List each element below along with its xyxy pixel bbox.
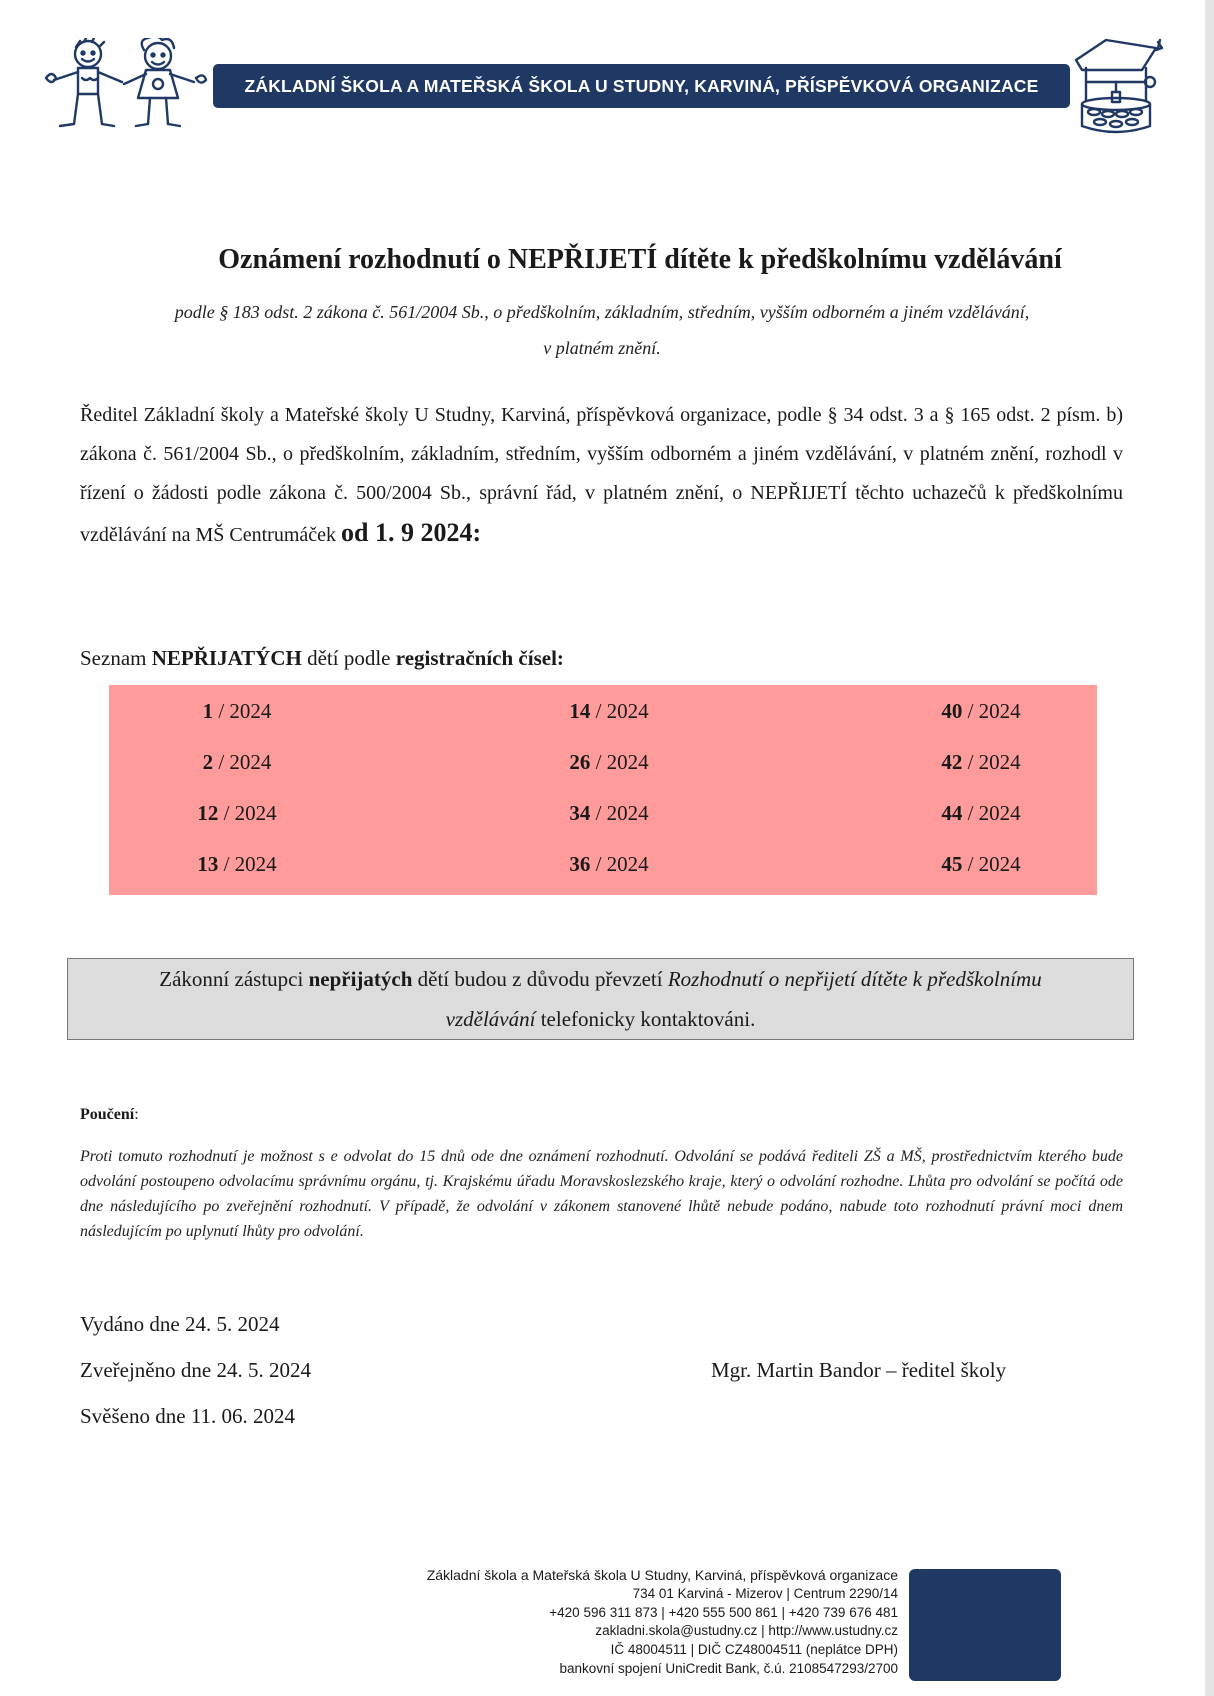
director-signature: Mgr. Martin Bandor – ředitel školy [711, 1358, 1007, 1382]
school-name: ZÁKLADNÍ ŠKOLA A MATEŘSKÁ ŠKOLA U STUDNY, KARVINÁ, PŘÍSPĚVKOVÁ ORGANIZACE [244, 75, 1039, 96]
list-heading [80, 646, 564, 671]
footer-line: +420 596 311 873 | +420 555 500 861 | +420 739 676 481 [549, 1604, 898, 1620]
subtitle-line-1: podle § 183 odst. 2 zákona č. 561/2004 Sb., o předškolním, základním, středním, vyšším odborném a jiném vzdělávání, [174, 302, 1030, 322]
notice-line-1: Zákonní zástupci nepřijatých dětí budou z důvodu převzetí Rozhodnutí o nepřijetí dítěte k předškolnímu [159, 967, 1042, 991]
decision-paragraph [80, 396, 1123, 555]
registration-number: 42 / 2024 [941, 750, 1021, 774]
instructions-text: Proti tomuto rozhodnutí je možnost s e odvolat do 15 dnů ode dne oznámení rozhodnutí. Odvolání se podává řediteli ZŠ a MŠ, prostřednictvím kterého bude odvolání postoupeno odvolacímu správnímu orgánu, tj. Krajskému úřadu Moravskoslezského kraje, který o odvolání rozhodne. Lhůta pro odvolání se počítá ode dne následujícího po zveřejnění rozhodnutí. V případě, že odvolání v zákonem stanovené lhůtě nebude podáno, nabude toto rozhodnutí právní moci dnem následujícím po uplynutí lhůty pro odvolání. [80, 1148, 1123, 1240]
registration-number: 36 / 2024 [569, 852, 649, 876]
registration-number: 44 / 2024 [941, 801, 1021, 825]
registration-number: 12 / 2024 [197, 801, 277, 825]
notice-line-2: vzdělávání telefonicky kontaktováni. [445, 1007, 756, 1031]
registration-number: 14 / 2024 [569, 699, 649, 723]
footer-line: Základní škola a Mateřská škola U Studny, Karviná, příspěvková organizace [426, 1567, 898, 1583]
registration-number: 45 / 2024 [941, 852, 1021, 876]
registration-number: 2 / 2024 [202, 750, 272, 774]
registration-numbers-box [109, 685, 1097, 895]
list-heading-emphasis: registračních čísel: [395, 646, 564, 670]
footer-contact [380, 1566, 898, 1679]
children-holding-hands-icon [40, 38, 210, 138]
registration-number: 34 / 2024 [569, 801, 649, 825]
list-heading-part: Seznam [80, 646, 147, 670]
registration-column [509, 685, 709, 889]
school-name-banner [213, 64, 1070, 108]
list-heading-emphasis: NEPŘIJATÝCH [151, 646, 302, 670]
contact-notice [67, 958, 1134, 1040]
document-subtitle [112, 294, 1092, 366]
list-heading-part: dětí podle [307, 646, 391, 670]
footer-line: 734 01 Karviná - Mizerov | Centrum 2290/14 [632, 1585, 898, 1601]
subtitle-line-2: v platném znění. [543, 338, 661, 358]
registration-number: 26 / 2024 [569, 750, 649, 774]
footer-color-block [909, 1569, 1061, 1681]
registration-number: 1 / 2024 [202, 699, 272, 723]
decision-text: Ředitel Základní školy a Mateřské školy U Studny, Karviná, příspěvková organizace, podle § 34 odst. 3 a § 165 odst. 2 písm. b) zákona č. 561/2004 Sb., o předškolním, základním, středním, vyšším odborném a jiném vzdělávání, v platném znění, rozhodl v řízení o žádosti podle zákona č. 500/2004 Sb., správní řád, v platném znění, o NEPŘIJETÍ těchto uchazečů k předškolnímu vzdělávání na MŠ Centrumáček [80, 404, 1123, 546]
published-date: Zveřejněno dne 24. 5. 2024 [80, 1358, 311, 1382]
start-date: od 1. 9 2024: [341, 518, 482, 547]
footer-line: bankovní spojení UniCredit Bank, č.ú. 2108547293/2700 [559, 1660, 898, 1676]
instructions-label: Poučení: [80, 1106, 139, 1123]
registration-number: 13 / 2024 [197, 852, 277, 876]
footer-line: zakladni.skola@ustudny.cz | http://www.ustudny.cz [595, 1623, 898, 1639]
registration-column [881, 685, 1081, 889]
issued-date: Vydáno dne 24. 5. 2024 [80, 1312, 280, 1336]
well-icon [1072, 38, 1164, 134]
document-title: Oznámení rozhodnutí o NEPŘIJETÍ dítěte k předškolnímu vzdělávání [218, 244, 1062, 275]
registration-column [137, 685, 337, 889]
footer-line: IČ 48004511 | DIČ CZ48004511 (neplátce DPH) [610, 1642, 898, 1658]
registration-number: 40 / 2024 [941, 699, 1021, 723]
posted-date: Svěšeno dne 11. 06. 2024 [80, 1404, 296, 1428]
